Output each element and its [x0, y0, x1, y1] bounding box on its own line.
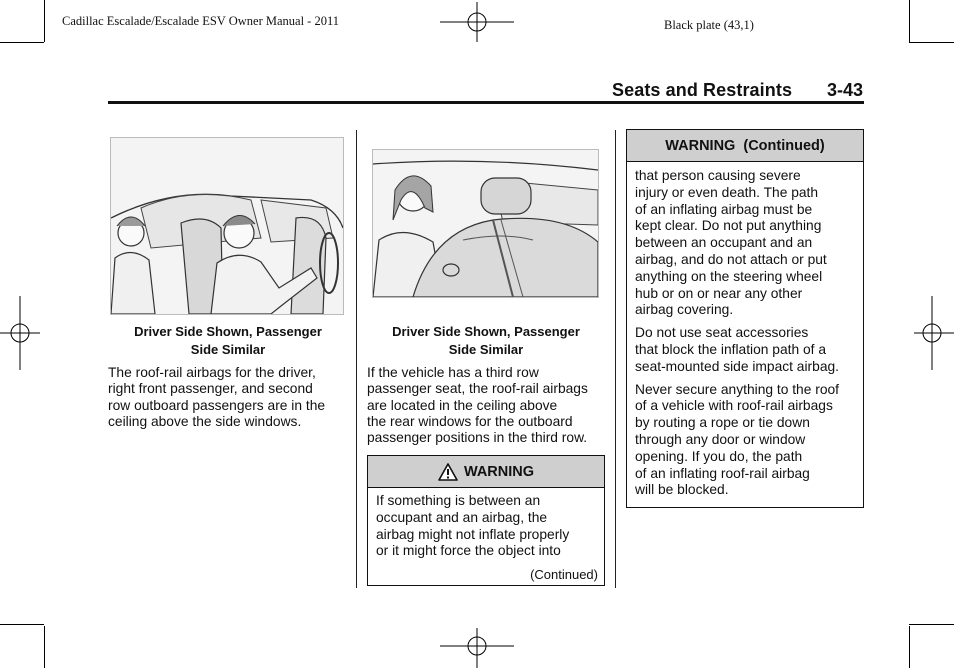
warning-header	[627, 130, 863, 162]
crop-mark	[909, 42, 954, 43]
warning-line: or it might force the object into	[376, 543, 561, 559]
warning-line: of a vehicle with roof-rail airbags	[635, 398, 833, 414]
crop-mark	[909, 624, 954, 625]
warning-continued-box	[626, 129, 864, 508]
warning-line: injury or even death. The path	[635, 184, 819, 200]
warning-line: occupant and an airbag, the	[376, 509, 548, 525]
body-line: ceiling above the side windows.	[108, 413, 302, 429]
warning-text	[368, 488, 604, 560]
plate-label: Black plate (43,1)	[664, 18, 754, 32]
warning-line: opening. If you do, the path	[635, 448, 803, 464]
header-rule	[108, 101, 864, 104]
warning-paragraph	[635, 325, 855, 375]
warning-box	[367, 455, 605, 586]
driver-airbag-illustration	[110, 137, 344, 315]
crop-mark	[0, 42, 44, 43]
third-row-passenger-illustration-icon	[373, 150, 598, 297]
body-line: passenger positions in the third row.	[367, 430, 588, 446]
manual-title: Cadillac Escalade/Escalade ESV Owner Manual - 2011	[62, 14, 339, 28]
body-line: are located in the ceiling above	[367, 397, 558, 413]
warning-line: Never secure anything to the roof	[635, 381, 840, 397]
warning-line: between an occupant and an	[635, 235, 813, 251]
figure-caption	[366, 323, 606, 359]
third-row-illustration	[372, 149, 599, 298]
warning-line: airbag covering.	[635, 302, 734, 318]
warning-line: of an inflating roof-rail airbag	[635, 465, 810, 481]
warning-line: Do not use seat accessories	[635, 325, 809, 341]
body-text	[367, 365, 611, 446]
warning-line: anything on the steering wheel	[635, 268, 823, 284]
crop-mark	[909, 0, 910, 42]
crop-mark	[44, 0, 45, 42]
section-title: Seats and Restraints	[612, 80, 793, 100]
warning-line: will be blocked.	[635, 482, 729, 498]
continued-label: (Continued)	[530, 567, 598, 582]
warning-line: through any door or window	[635, 431, 806, 447]
body-line: row outboard passengers are in the	[108, 397, 326, 413]
warning-triangle-icon	[438, 463, 458, 481]
registration-mark-icon	[0, 296, 40, 370]
registration-mark-icon	[440, 2, 514, 42]
body-line: the rear windows for the outboard	[367, 413, 573, 429]
caption-line: Driver Side Shown, Passenger	[134, 324, 322, 339]
column-divider	[356, 130, 357, 588]
warning-paragraph	[635, 168, 855, 319]
warning-line: of an inflating airbag must be	[635, 201, 813, 217]
body-line: If the vehicle has a third row	[367, 365, 539, 380]
warning-line: that person causing severe	[635, 168, 801, 183]
driver-passenger-illustration-icon	[111, 138, 343, 314]
page-number: 3-43	[827, 80, 864, 100]
crop-mark	[909, 626, 910, 668]
body-text	[108, 365, 348, 430]
figure-caption	[108, 323, 348, 359]
body-line: right front passenger, and second	[108, 381, 313, 397]
warning-line: If something is between an	[376, 493, 541, 508]
warning-line: by routing a rope or tie down	[635, 415, 810, 431]
warning-title: WARNING	[463, 463, 535, 480]
column-divider	[615, 130, 616, 588]
warning-line: airbag might not inflate properly	[376, 526, 570, 542]
warning-line: that block the inflation path of a	[635, 341, 826, 357]
warning-header	[368, 456, 604, 488]
caption-line: Side Similar	[190, 342, 266, 357]
warning-line: seat-mounted side impact airbag.	[635, 358, 839, 374]
registration-mark-icon	[914, 296, 954, 370]
crop-mark	[44, 626, 45, 668]
caption-line: Driver Side Shown, Passenger	[392, 324, 580, 339]
body-line: passenger seat, the roof-rail airbags	[367, 381, 588, 397]
crop-mark	[0, 624, 44, 625]
body-line: The roof-rail airbags for the driver,	[108, 365, 316, 380]
caption-line: Side Similar	[448, 342, 524, 357]
registration-mark-icon	[440, 628, 514, 668]
warning-title: WARNING (Continued)	[665, 137, 825, 154]
warning-line: airbag, and do not attach or put	[635, 251, 827, 267]
warning-line: kept clear. Do not put anything	[635, 218, 822, 234]
warning-line: hub or on or near any other	[635, 285, 803, 301]
warning-text	[627, 162, 863, 499]
warning-paragraph	[635, 382, 855, 500]
